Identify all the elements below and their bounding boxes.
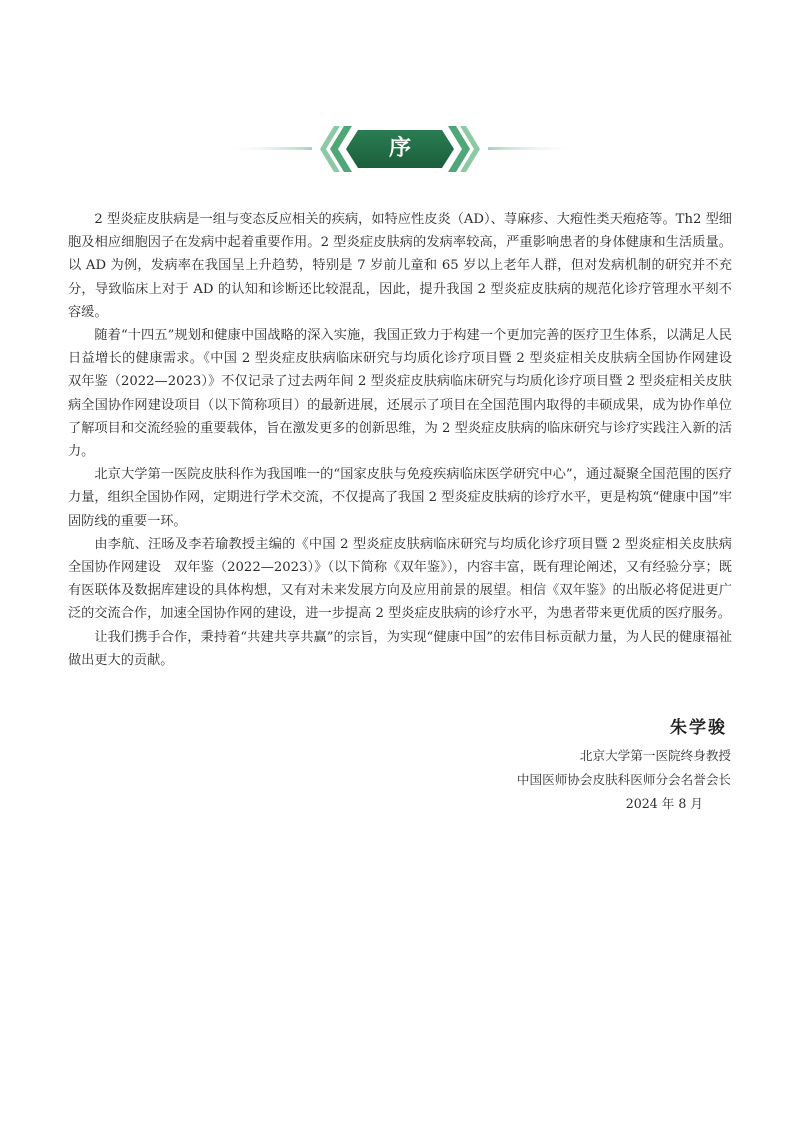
signature-title-1: 北京大学第一医院终身教授 <box>579 748 731 763</box>
signature-block <box>517 713 731 816</box>
signature-date: 2024 年 8 月 <box>625 796 703 811</box>
paragraph: 2 型炎症皮肤病是一组与变态反应相关的疾病，如特应性皮炎（AD）、荨麻疹、大疱性类天疱疮等。Th2 型细胞及相应细胞因子在发病中起着重要作用。2 型炎症皮肤病的发病率较高，严重影响患者的身体健康和生活质量。以 AD 为例，发病率在我国呈上升趋势，特别是 7 岁前儿童和 65 岁以上老年人群，但对发病机制的研究并不充分，导致临床上对于 AD 的认知和诊断还比较混乱，因此，提升我国 2 型炎症皮肤病的规范化诊疗管理水平刻不容缓。 <box>68 212 732 320</box>
paragraph: 让我们携手合作，秉持着“共建共享共赢”的宗旨，为实现“健康中国”的宏伟目标贡献力量，为人民的健康福祉做出更大的贡献。 <box>68 629 732 668</box>
page-title: 序 言 <box>381 136 425 197</box>
paragraph: 由李航、汪旸及李若瑜教授主编的《中国 2 型炎症皮肤病临床研究与均质化诊疗项目暨 2 型炎症相关皮肤病全国协作网建设 双年鉴（2022—2023）》（以下简称《双年鉴》），内容丰富，既有理论阐述，又有经验分享；既有医联体及数据库建设的具体构想，又有对未来发展方向及应用前景的展望。相信《双年鉴》的出版必将促进更广泛的交流合作，加速全国协作网的建设，进一步提高 2 型炎症皮肤病的诊疗水平，为患者带来更优质的医疗服务。 <box>68 536 732 622</box>
preface-body <box>68 208 746 672</box>
paragraph: 北京大学第一医院皮肤科作为我国唯一的“国家皮肤与免疫疾病临床医学研究中心”，通过凝聚全国范围的医疗力量，组织全国协作网，定期进行学术交流，不仅提高了我国 2 型炎症皮肤病的诊疗水平，更是构筑“健康中国”牢固防线的重要一环。 <box>68 467 732 529</box>
signature-name: 朱学骏 <box>670 718 727 738</box>
paragraph: 随着“十四五”规划和健康中国战略的深入实施，我国正致力于构建一个更加完善的医疗卫生体系，以满足人民日益增长的健康需求。《中国 2 型炎症皮肤病临床研究与均质化诊疗项目暨 2 型炎症相关皮肤病全国协作网建设 双年鉴（2022—2023）》不仅记录了过去两年间 2 型炎症皮肤病临床研究与均质化诊疗项目暨 2 型炎症相关皮肤病全国协作网建设项目（以下简称项目）的最新进展，还展示了项目在全国范围内取得的丰硕成果，成为协作单位了解项目和交流经验的重要载体，旨在激发更多的创新思维，为 2 型炎症皮肤病的临床研究与诊疗实践注入新的活力。 <box>68 328 746 460</box>
signature-title-2: 中国医师协会皮肤科医师分会名誉会长 <box>516 772 731 787</box>
